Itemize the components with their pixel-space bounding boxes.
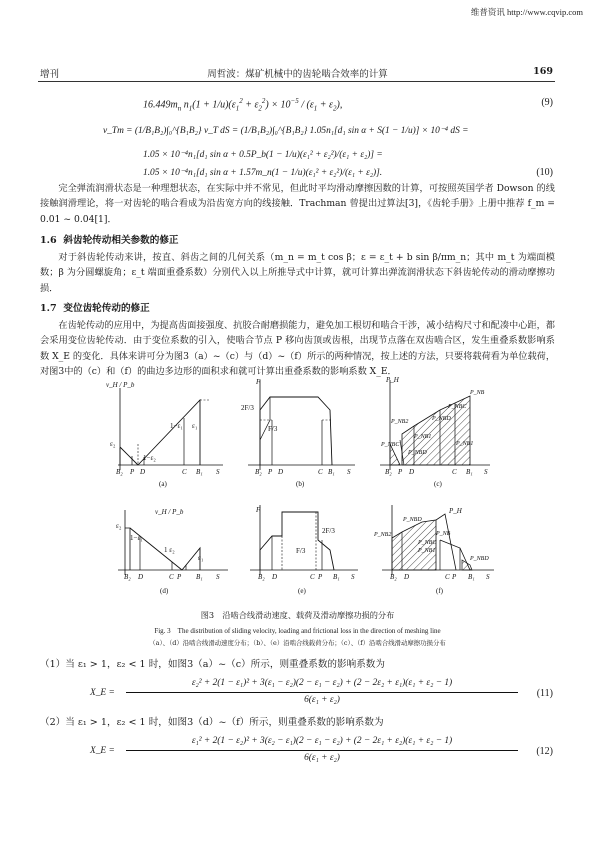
equation-11-numerator: ε₂² + 2(1 − ε₁)² + 3(ε₁ − ε₂)(2 − ε₁ − ε₂) + (2 − 2ε₂ + ε₁)(ε₁ + ε₂ − 1) [191,678,453,688]
svg-text:D: D [278,468,284,476]
svg-text:B₂: B₂ [385,468,392,476]
equation-12-lhs: X_E = [90,746,115,756]
svg-text:B₁: B₁ [328,468,335,476]
svg-text:B₁: B₁ [196,573,203,581]
panel-d-tag: (d) [160,587,169,595]
section-1-7-number: 1.7 [40,303,57,314]
panel-e-tag: (e) [298,587,306,595]
svg-text:P_NBC: P_NBC [381,442,400,448]
svg-text:P_NBD: P_NBD [470,556,489,562]
panel-a-tag: (a) [159,480,167,488]
svg-text:B₁: B₁ [333,573,340,581]
page-number: 169 [533,66,553,77]
panel-d-label-e2: ε₂ [116,522,122,530]
panel-b-label-2f3: 2F/3 [241,404,254,412]
watermark: 维普资讯 http://www.cqvip.com [470,7,583,17]
section-1-6-title: 斜齿轮传动相关参数的修正 [63,235,179,246]
equation-11-fraction-bar [126,692,518,693]
equation-10-row2: 1.05 × 10⁻⁴n₁[d₁ sin α + 0.5P_b(1 − 1/u)(ε₁² + ε₂²)/(ε₁ + ε₂)] = [143,150,383,160]
svg-text:P: P [130,468,135,476]
panel-f-frictional-loss [382,505,494,575]
svg-text:S: S [484,468,488,476]
equation-11-number: (11) [536,688,553,699]
svg-text:P: P [268,468,273,476]
panel-d-label-1-e1: 1−ε₁ [130,534,143,542]
svg-text:P: P [318,573,323,581]
panel-a-label-1-e2: 1−ε₂ [143,454,156,462]
panel-a-label-e2: ε₂ [110,440,116,448]
equation-10-row3: 1.05 × 10⁻⁴n₁[d₁ sin α + 1.57m_n(1 − 1/u)(ε₁² + ε₂²)/(ε₁ + ε₂)]. [143,168,383,178]
svg-text:S: S [347,468,351,476]
panel-a-label-e1: ε₁ [192,422,198,430]
panel-a-y-label: v_H / P_b [106,381,135,389]
panel-d-label-1-e2: 1 ε₂ [164,546,175,554]
svg-text:P_NB1: P_NB1 [456,441,474,447]
panel-c-y-label: P_H [386,376,399,384]
panel-d-y-label: v_H / P_b [155,508,184,516]
svg-text:C: C [452,468,457,476]
panel-f-y-label: P_H [449,507,462,515]
case-2-text: （2）当 ε₁ > 1，ε₂ < 1 时，如图3（d）~（f）所示，则重叠系数的影响系数为 [40,717,384,728]
paragraph-helical: 对于斜齿轮传动来讲，按直、斜齿之间的几何关系（m_n = m_t cos β；ε = ε_t + b sin β/πm_n；其中 m_t 为端面模数；β 为分圆螺旋角；ε_t 端面重叠系数）分别代入以上所推导式中计算，就可计算出弹流润滑状态下斜齿轮传动的滑动摩擦功损． [40,252,555,294]
svg-text:D: D [138,573,144,581]
panel-e-y-label: F [256,506,261,514]
svg-text:P: P [177,573,182,581]
svg-text:B₂: B₂ [124,573,131,581]
equation-11-denominator: 6(ε₁ + ε₂) [304,695,340,705]
panel-e-label-f3: F/3 [296,547,306,555]
equation-9-number: (9) [541,97,553,108]
svg-text:P_NB2: P_NB2 [391,419,409,425]
header-journal: 增刊 [40,69,60,80]
svg-text:B₂: B₂ [116,468,123,476]
panel-e-label-2f3: 2F/3 [322,527,335,535]
svg-text:P: P [452,573,457,581]
svg-text:S: S [216,573,220,581]
svg-text:B₁: B₁ [468,573,475,581]
svg-text:P_NB: P_NB [436,531,451,537]
panel-b-x-ticks [255,468,351,476]
paragraph-modified-gear: 在齿轮传动的应用中，为提高齿面接强度、抗胶合耐磨损能力，避免加工根切和啮合干涉，减小结构尺寸和配凑中心距，都会采用变位齿轮传动．由于变位系数的引入，使啮合节点 P 移向齿顶或齿根，出现节点落在双齿啮合区，发生重叠系数影响系数 X_E 的变化．具体来讲可分为图3（a）~（c）与（d）~（f）所示的两种情况，按上述的方法，只要将载荷看为单位载荷，对图3中的（c）和（f）的曲边多边形的面积求和就可计算出重叠系数的影响系数 X_E． [40,320,556,378]
equation-11-lhs: X_E = [90,688,115,698]
equation-12-fraction-bar [126,750,518,751]
svg-text:B₁: B₁ [466,468,473,476]
panel-f-tag: (f) [436,587,443,595]
svg-text:P_NB1: P_NB1 [418,548,436,554]
svg-text:P_NBC: P_NBC [418,540,437,546]
panel-b-label-f3: F/3 [268,425,278,433]
equation-12-denominator: 6(ε₁ + ε₂) [304,753,340,763]
equation-10-number: (10) [536,167,553,178]
equation-12-numerator: ε₁² + 2(1 − ε₂)² + 3(ε₂ − ε₁)(2 − ε₁ − ε₂) + (2 − 2ε₁ + ε₂)(ε₁ + ε₂ − 1) [191,736,453,746]
header-title: 周哲波：煤矿机械中的齿轮啮合效率的计算 [207,69,388,80]
panel-a-label-1-e1: 1−ε₁ [170,422,183,430]
svg-text:B₂: B₂ [258,573,265,581]
case-1-text: （1）当 ε₁ > 1，ε₂ < 1 时，如图3（a）~（c）所示，则重叠系数的影响系数为 [40,659,385,670]
panel-c-tag: (c) [434,480,442,488]
svg-text:D: D [272,573,278,581]
panel-c-x-ticks [385,468,488,476]
panel-a-x-ticks [116,468,220,476]
svg-text:C: C [318,468,323,476]
svg-text:P_NB1: P_NB1 [414,434,432,440]
svg-text:B₂: B₂ [390,573,397,581]
panel-d-sliding-velocity [118,510,228,575]
panel-d-x-ticks [124,573,220,581]
svg-text:S: S [486,573,490,581]
panel-e-x-ticks [258,573,355,581]
svg-text:P_NBD: P_NBD [432,416,451,422]
equation-9-line: $16.449m_n$ $n_1(1 + 1/u)(\varepsilon_1^2 + \varepsilon_2^2) \times 10^{-5} / (\varepsilon_1 + \varepsilon_2)$, [143,97,343,113]
figure-caption-zh: 图3 沿啮合线滑动速度、载荷及滑动摩擦功损的分布 [200,610,395,620]
panel-d-label-e1: ε₁ [198,554,204,562]
panel-f-x-ticks [390,573,490,581]
svg-text:S: S [351,573,355,581]
svg-text:P_NB2: P_NB2 [374,532,392,538]
svg-text:P: P [398,468,403,476]
panel-b-y-label: F [256,378,261,386]
svg-text:B₂: B₂ [255,468,262,476]
svg-text:C: C [182,468,187,476]
figure-caption-sub: （a）、（d）沿啮合线滑动速度分布；（b）、（e）沿啮合线载荷分布；（c）、（f）沿啮合线滑动摩擦功损分布 [149,639,446,647]
panel-b-tag: (b) [296,480,305,488]
section-1-7-title: 变位齿轮传动的修正 [63,303,150,314]
svg-text:S: S [216,468,220,476]
figure-caption-en: Fig. 3 The distribution of sliding velocity, loading and frictional loss in the direction of meshing line [154,627,441,635]
svg-text:P_NBC: P_NBC [448,404,467,410]
svg-text:C: C [169,573,174,581]
paragraph-elastohydrodynamic: 完全弹流润滑状态是一种理想状态，在实际中并不常见，但此时平均滑动摩擦因数的计算，可按照英国学者 Dowson 的线接触润滑理论，将一对齿轮的啮合看成为沿齿宽方向的线接触．Trachman 曾提出过算法[3]，《齿轮手册》上册中推荐 f_m = 0.01 ~ 0.04[1]． [40,183,555,225]
panel-e-load [250,505,358,575]
svg-text:D: D [404,573,410,581]
equation-10-row1: v_Tm = (1/B₁B₂)∫₀^{B₁B₂} v_T dS = (1/B₁B₂)∫₀^{B₁B₂} 1.05n₁[d₁ sin α + S(1 − 1/u)] × 10⁻⁴ dS = [103,126,469,136]
svg-text:P_NBD: P_NBD [403,517,422,523]
svg-text:C: C [445,573,450,581]
panel-b-load [248,380,355,470]
equation-12-number: (12) [536,746,553,757]
section-1-6-number: 1.6 [40,235,57,246]
svg-text:B₁: B₁ [196,468,203,476]
svg-text:C: C [310,573,315,581]
svg-text:P_NBD: P_NBD [408,450,427,456]
svg-text:P_NB: P_NB [470,390,485,396]
svg-text:D: D [409,468,415,476]
svg-text:D: D [140,468,146,476]
